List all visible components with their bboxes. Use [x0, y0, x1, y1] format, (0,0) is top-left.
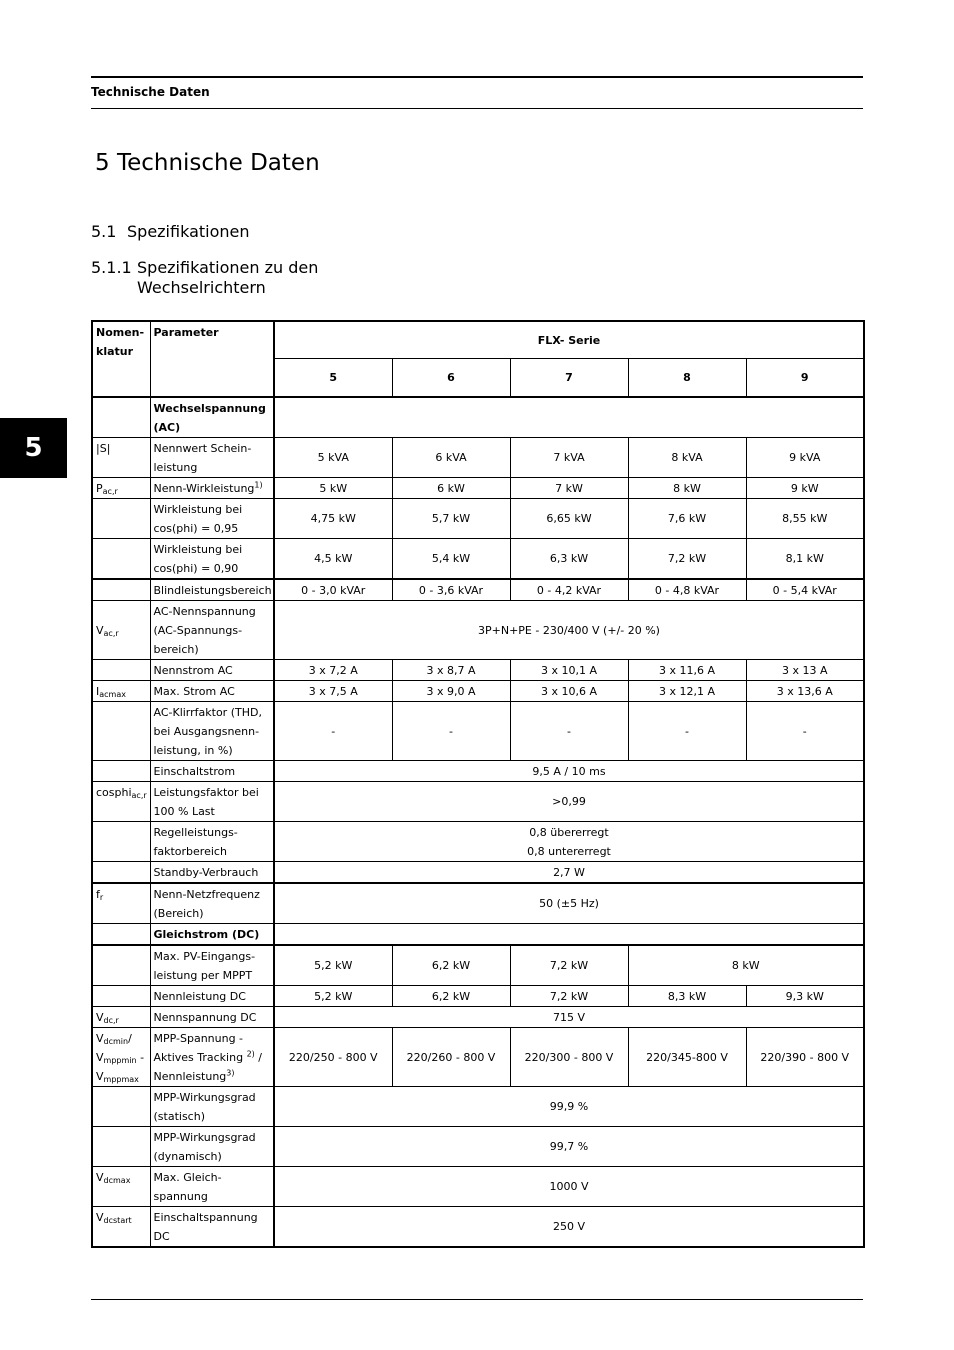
ac-heading: Wechselspannung (AC) [150, 397, 274, 438]
running-header: Technische Daten [91, 85, 210, 99]
chapter-tab: 5 [0, 418, 67, 478]
model-7: 7 [510, 359, 628, 398]
table-row [92, 397, 864, 438]
header-rule-bottom [91, 108, 863, 109]
table-row: Max. PV-Eingangs- leistung per MPPT 5,2 kW 6,2 kW 7,2 kW 8 kW [92, 945, 864, 986]
table-row: Regelleistungs- faktorbereich 0,8 übererregt 0,8 untererregt [92, 822, 864, 862]
table-row: $V_{dcmax}$ Max. Gleich- spannung 1000 V [92, 1167, 864, 1207]
footer-rule [91, 1299, 863, 1300]
subsection-title [91, 258, 318, 298]
subsection-text-1: Spezifikationen zu den [137, 258, 319, 277]
model-5: 5 [274, 359, 392, 398]
table-row: MPP-Wirkungsgrad (statisch) 99,9 % [92, 1087, 864, 1127]
table-row: $P_{ac,r}$ Nenn-Wirkleistung$^{1)}$ 5 kW 6 kW 7 kW 8 kW 9 kW [92, 478, 864, 499]
col-parameter: Parameter [150, 321, 274, 397]
series-header: FLX- Serie [274, 321, 864, 359]
table-row: $V_{dc,r}$ Nennspannung DC 715 V [92, 1007, 864, 1028]
model-8: 8 [628, 359, 746, 398]
table-row: Standby-Verbrauch 2,7 W [92, 862, 864, 884]
header-rule-top [91, 76, 863, 78]
table-row [92, 924, 864, 946]
table-row: $f_r$ Nenn-Netzfrequenz (Bereich) 50 (±5 Hz) [92, 883, 864, 924]
model-6: 6 [392, 359, 510, 398]
table-row: cosphi$_{ac,r}$ Leistungsfaktor bei 100 % Last >0,99 [92, 782, 864, 822]
table-row: Nennleistung DC 5,2 kW 6,2 kW 7,2 kW 8,3 kW 9,3 kW [92, 986, 864, 1007]
table-row: Wirkleistung bei cos(phi) = 0,95 4,75 kW 5,7 kW 6,65 kW 7,6 kW 8,55 kW [92, 499, 864, 539]
table-row: $V_{dcstart}$ Einschaltspannung DC 250 V [92, 1207, 864, 1248]
table-row: $V_{ac,r}$ AC-Nennspannung (AC-Spannungs- bereich) 3P+N+PE - 230/400 V (+/- 20 %) [92, 601, 864, 660]
section-text: Spezifikationen [127, 222, 250, 241]
table-row: Wirkleistung bei cos(phi) = 0,90 4,5 kW 5,4 kW 6,3 kW 7,2 kW 8,1 kW [92, 539, 864, 580]
table-row: Blindleistungsbereich 0 - 3,0 kVAr 0 - 3,6 kVAr 0 - 4,2 kVAr 0 - 4,8 kVAr 0 - 5,4 kVAr [92, 579, 864, 601]
subsection-text-2: Wechselrichtern [137, 278, 266, 297]
chapter-title: 5 Technische Daten [95, 150, 320, 176]
table-row: |S| Nennwert Schein- leistung 5 kVA 6 kVA 7 kVA 8 kVA 9 kVA [92, 438, 864, 478]
section-number: 5.1 [91, 222, 117, 241]
subsection-number: 5.1.1 [91, 258, 132, 277]
spec-table [91, 320, 865, 1248]
table-header-row [92, 321, 864, 359]
table-row: Einschaltstrom 9,5 A / 10 ms [92, 761, 864, 782]
table-row: MPP-Wirkungsgrad (dynamisch) 99,7 % [92, 1127, 864, 1167]
table-row: $V_{dcmin}/$ $V_{mppmin}$ - $V_{mppmax}$ MPP-Spannung - Aktives Tracking $^{2)}$ / Nennleistung$^{3)}$ 220/250 - 800 V 220/260 - 800 V 220/300 - 800 V 220/345-800 V 220/390 - 800 V [92, 1028, 864, 1087]
table-row: AC-Klirrfaktor (THD, bei Ausgangsnenn- leistung, in %) - - - - - [92, 702, 864, 761]
table-row: Nennstrom AC 3 x 7,2 A 3 x 8,7 A 3 x 10,1 A 3 x 11,6 A 3 x 13 A [92, 660, 864, 681]
table-row: $I_{acmax}$ Max. Strom AC 3 x 7,5 A 3 x 9,0 A 3 x 10,6 A 3 x 12,1 A 3 x 13,6 A [92, 681, 864, 702]
model-9: 9 [746, 359, 864, 398]
section-title [91, 222, 250, 241]
col-nomenklatur: Nomen- klatur [92, 321, 150, 397]
dc-heading: Gleichstrom (DC) [150, 924, 274, 946]
